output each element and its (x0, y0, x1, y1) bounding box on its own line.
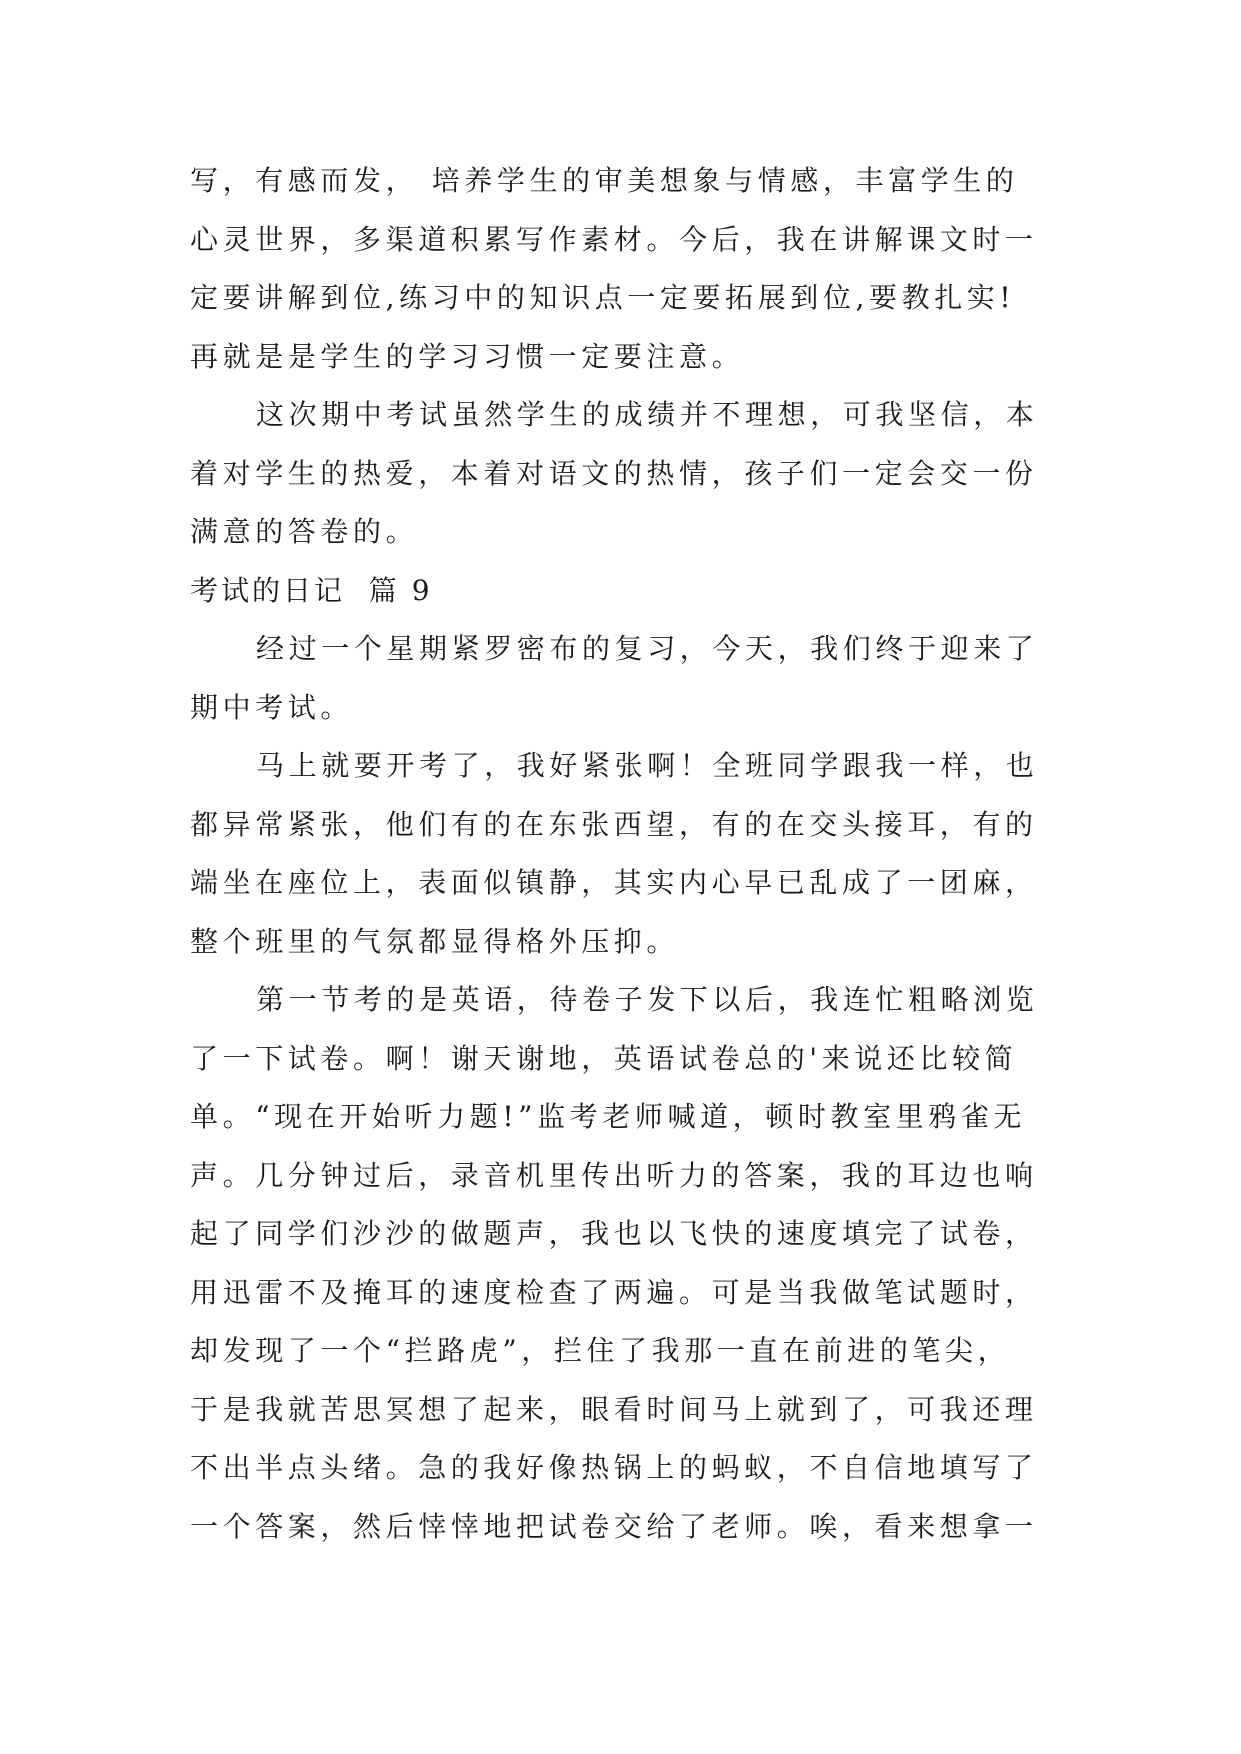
text-line: 整个班里的气氛都显得格外压抑。 (190, 924, 680, 958)
text-line: 不出半点头绪。急的我好像热锅上的蚂蚁，不自信地填写了 (190, 1451, 1038, 1484)
text-line: 端坐在座位上，表面似镇静，其实内心早已乱成了一团麻， (190, 866, 1038, 899)
document-page (190, 152, 1060, 1556)
text-line: 写，有感而发， 培养学生的审美想象与情感，丰富学生的 (190, 164, 1019, 197)
text-line: 于是我就苦思冥想了起来，眼看时间马上就到了，可我还理 (190, 1392, 1038, 1426)
text-line: 却发现了一个“拦路虎”，拦住了我那一直在前进的笔尖， (190, 1334, 1011, 1367)
text-line: 了一下试卷。啊！谢天谢地，英语试卷总的'来说还比较简 (190, 1041, 1018, 1075)
text-line: 都异常紧张，他们有的在东张西望，有的在交头接耳，有的 (190, 807, 1038, 841)
text-line: 心灵世界，多渠道积累写作素材。今后，我在讲解课文时一 (190, 222, 1038, 256)
text-line: 期中考试。 (190, 690, 354, 724)
paragraph-start-line: 这次期中考试虽然学生的成绩并不理想，可我坚信，本 (256, 398, 1039, 431)
section-heading: 考试的日记 篇 9 (190, 573, 433, 607)
text-line: 一个答案，然后悻悻地把试卷交给了老师。唉，看来想拿一 (190, 1509, 1038, 1543)
text-line: 起了同学们沙沙的做题声，我也以飞快的速度填完了试卷， (190, 1217, 1038, 1250)
paragraph-start-line: 经过一个星期紧罗密布的复习，今天，我们终于迎来了 (256, 632, 1039, 665)
text-line: 满意的答卷的。 (190, 515, 419, 548)
paragraph-start-line: 第一节考的是英语，待卷子发下以后，我连忙粗略浏览 (256, 983, 1039, 1016)
text-line: 声。几分钟过后，录音机里传出听力的答案，我的耳边也响 (190, 1158, 1038, 1192)
paragraph-start-line: 马上就要开考了，我好紧张啊！全班同学跟我一样，也 (256, 749, 1039, 782)
text-line: 再就是是学生的学习习惯一定要注意。 (190, 339, 745, 373)
text-line: 着对学生的热爱，本着对语文的热情，孩子们一定会交一份 (190, 456, 1038, 490)
text-line: 定要讲解到位,练习中的知识点一定要拓展到位,要教扎实! (190, 281, 1016, 314)
text-line: 用迅雷不及掩耳的速度检查了两遍。可是当我做笔试题时， (190, 1275, 1038, 1309)
text-line: 单。“现在开始听力题!”监考老师喊道，顿时教室里鸦雀无 (190, 1100, 1027, 1133)
